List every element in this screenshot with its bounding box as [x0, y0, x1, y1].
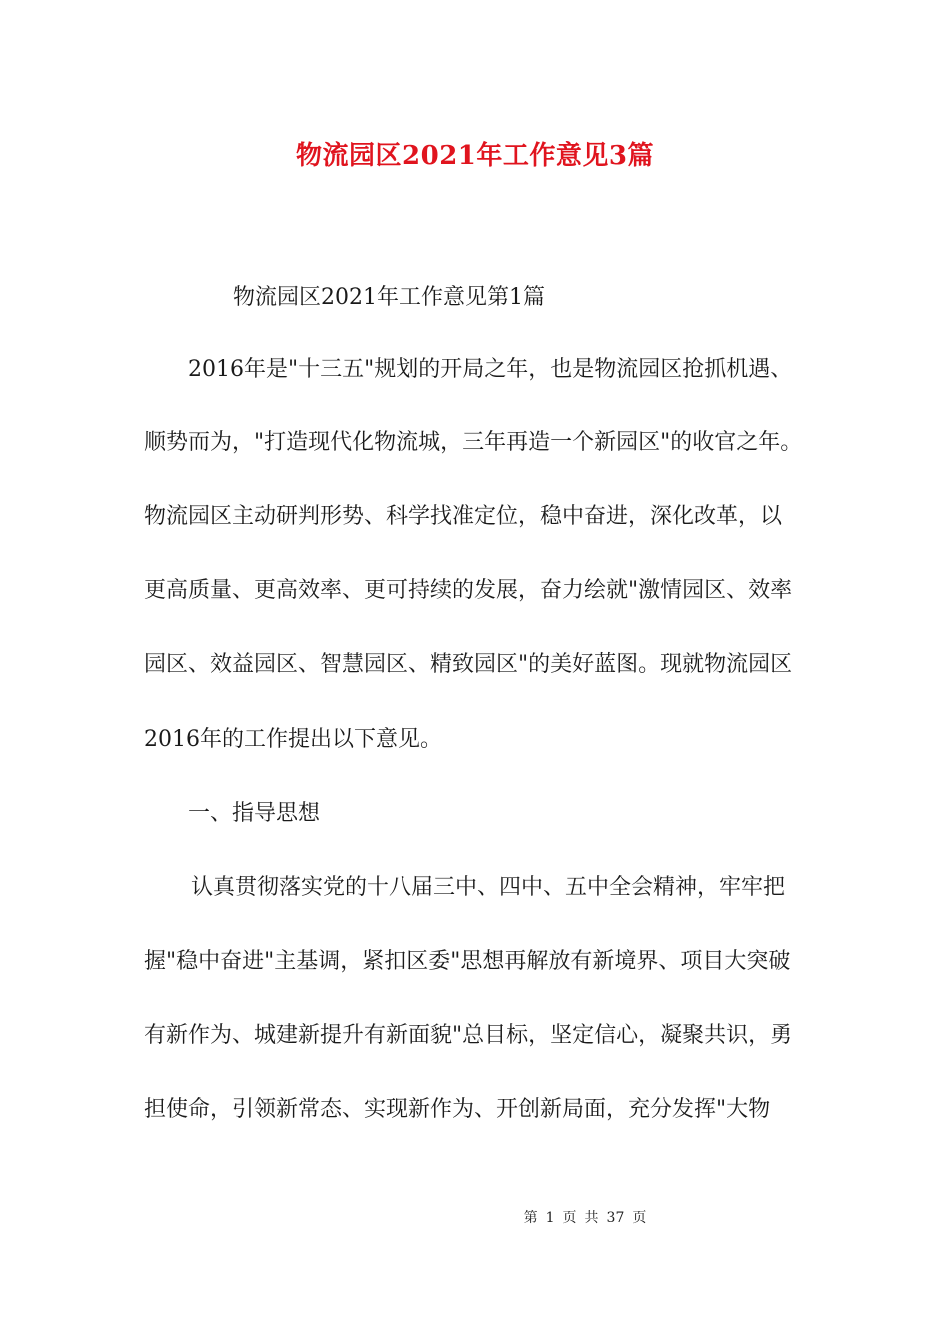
footer-suffix: 页 [632, 1210, 647, 1226]
page-footer [0, 1208, 950, 1228]
paragraph-line: 有新作为、城建新提升有新面貌"总目标，坚定信心，凝聚共识，勇 [144, 1023, 793, 1048]
section-heading: 一、指导思想 [188, 801, 321, 826]
section-heading: 物流园区2021年工作意见第1篇 [233, 285, 545, 310]
footer-mid1: 页 [562, 1210, 577, 1226]
paragraph-line: 园区、效益园区、智慧园区、精致园区"的美好蓝图。现就物流园区 [144, 652, 793, 677]
document-title: 物流园区2021年工作意见3篇 [296, 141, 654, 171]
current-page-number: 1 [545, 1210, 555, 1226]
paragraph-line: 2016年的工作提出以下意见。 [144, 727, 442, 752]
paragraph-line: 顺势而为，"打造现代化物流城，三年再造一个新园区"的收官之年。 [144, 430, 803, 455]
paragraph-line: 担使命，引领新常态、实现新作为、开创新局面，充分发挥"大物 [144, 1097, 771, 1122]
paragraph-line: 更高质量、更高效率、更可持续的发展，奋力绘就"激情园区、效率 [144, 578, 793, 603]
footer-mid2: 共 [584, 1210, 599, 1226]
paragraph-line: 2016年是"十三五"规划的开局之年，也是物流园区抢抓机遇、 [188, 357, 793, 382]
paragraph-line: 认真贯彻落实党的十八届三中、四中、五中全会精神，牢牢把 [191, 875, 786, 900]
paragraph-line: 握"稳中奋进"主基调，紧扣区委"思想再解放有新境界、项目大突破 [144, 949, 791, 974]
footer-prefix: 第 [523, 1210, 538, 1226]
total-pages: 37 [606, 1210, 625, 1226]
paragraph-line: 物流园区主动研判形势、科学找准定位，稳中奋进，深化改革，以 [144, 504, 783, 529]
